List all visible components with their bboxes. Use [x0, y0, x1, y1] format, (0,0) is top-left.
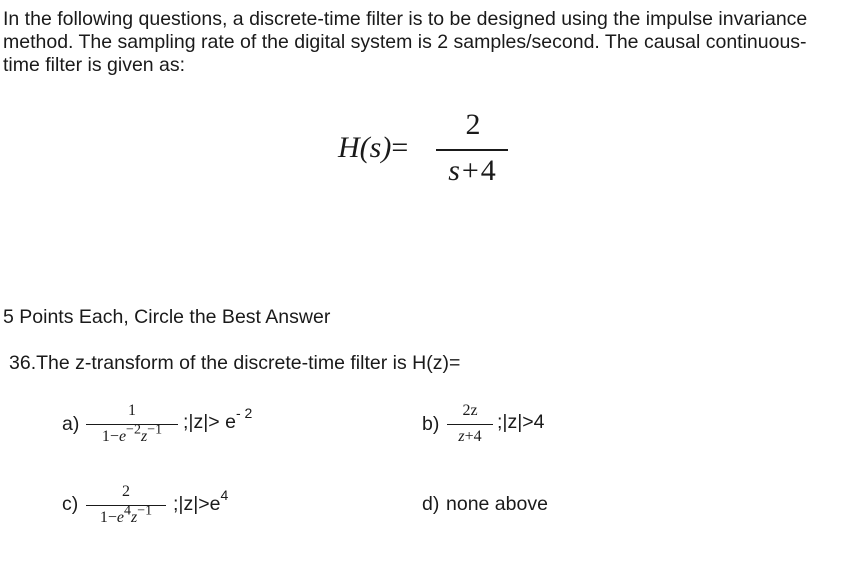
- option-b-fraction-bar: [447, 424, 493, 425]
- formula-equals: =: [391, 131, 409, 164]
- option-b-letter[interactable]: b): [422, 413, 440, 435]
- option-b-numerator: 2z: [462, 402, 478, 419]
- intro-paragraph: In the following questions, a discrete-time filter is to be designed using the impulse invariance method. The sampling rate of the digital system is 2 samples/second. The causal continuous-time filter is given as:: [3, 8, 808, 76]
- question-36: [9, 352, 460, 375]
- question-number: 36.: [9, 352, 37, 374]
- option-a-numerator: 1: [128, 402, 136, 419]
- formula-lhs-label: H(s): [338, 131, 392, 164]
- option-d-text[interactable]: none above: [446, 493, 548, 515]
- option-b-denominator: z+4: [458, 428, 482, 445]
- option-c-denominator: $1-e^4z^{-1}$: [99, 503, 153, 526]
- option-c-fraction[interactable]: [86, 483, 166, 535]
- transfer-function-formula: [338, 108, 513, 198]
- option-a-denominator: $1-e^{-2}z^{-1}$: [101, 422, 163, 445]
- option-b-fraction[interactable]: [447, 402, 493, 452]
- formula-fraction-bar: [436, 149, 508, 151]
- formula-numerator: 2: [465, 108, 481, 141]
- option-a-letter[interactable]: a): [62, 413, 80, 435]
- formula-lhs: [338, 131, 408, 165]
- option-c-numerator: 2: [122, 483, 130, 500]
- formula-den-var: s: [448, 154, 460, 187]
- formula-den-const: 4: [480, 154, 496, 187]
- formula-den-op: +: [461, 154, 479, 187]
- option-b-roc: ;|z|>4: [497, 411, 545, 433]
- formula-denominator: [436, 154, 508, 188]
- option-a-fraction[interactable]: [86, 402, 178, 454]
- option-c-roc: $;|z|>e^4$: [173, 487, 229, 515]
- option-c-letter[interactable]: c): [62, 493, 79, 515]
- question-text: The z-transform of the discrete-time filter is H(z)=: [36, 352, 461, 374]
- option-d-letter[interactable]: d): [422, 493, 440, 515]
- points-instruction: 5 Points Each, Circle the Best Answer: [3, 306, 331, 328]
- option-a-roc: ;|z|> $e^{- 2}$: [183, 405, 253, 433]
